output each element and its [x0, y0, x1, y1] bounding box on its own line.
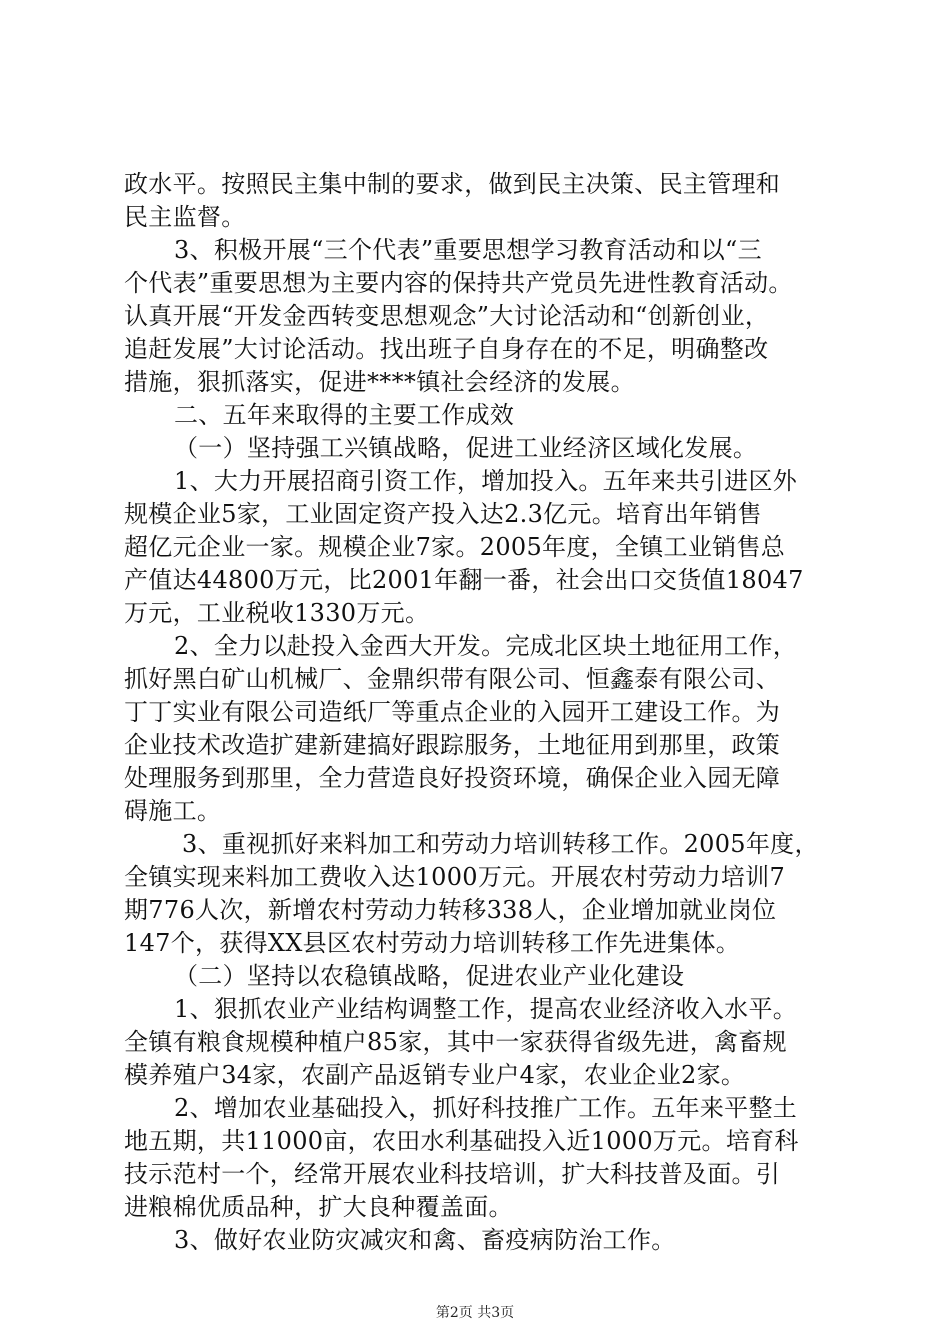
text-line: 期776人次，新增农村劳动力转移338人，企业增加就业岗位	[124, 896, 777, 924]
text-line: 追赶发展”大讨论活动。找出班子自身存在的不足，明确整改	[124, 335, 769, 363]
text-line: 政水平。按照民主集中制的要求，做到民主决策、民主管理和	[124, 170, 781, 198]
text-line: 超亿元企业一家。规模企业7家。2005年度，全镇工业销售总	[124, 533, 786, 561]
text-line: 3、做好农业防灾减灾和禽、畜疫病防治工作。	[174, 1226, 676, 1254]
page-footer: 第2页 共3页	[435, 1305, 515, 1321]
text-line: 模养殖户34家，农副产品返销专业户4家，农业企业2家。	[124, 1061, 746, 1089]
text-line: 产值达44800万元，比2001年翻一番，社会出口交货值18047	[124, 566, 804, 594]
text-line: 进粮棉优质品种，扩大良种覆盖面。	[124, 1193, 513, 1221]
text-line: 3、积极开展“三个代表”重要思想学习教育活动和以“三	[174, 236, 762, 264]
text-line: 丁丁实业有限公司造纸厂等重点企业的入园开工建设工作。为	[124, 698, 781, 726]
text-line: 1、大力开展招商引资工作，增加投入。五年来共引进区外	[174, 467, 798, 495]
text-line: 全镇有粮食规模种植户85家，其中一家获得省级先进，禽畜规	[124, 1028, 787, 1056]
text-line: 措施，狠抓落实，促进****镇社会经济的发展。	[124, 368, 635, 396]
text-line: 3、重视抓好来料加工和劳动力培训转移工作。2005年度，	[182, 830, 819, 858]
subsection-heading: （二）坚持以农稳镇战略，促进农业产业化建设	[174, 962, 685, 990]
text-line: 碍施工。	[124, 797, 222, 825]
text-line: 2、增加农业基础投入，抓好科技推广工作。五年来平整土	[174, 1094, 798, 1122]
text-line: 个代表”重要思想为主要内容的保持共产党员先进性教育活动。	[124, 269, 793, 297]
text-line: 抓好黑白矿山机械厂、金鼎织带有限公司、恒鑫泰有限公司、	[124, 665, 781, 693]
text-line: 企业技术改造扩建新建搞好跟踪服务，土地征用到那里，政策	[124, 731, 781, 759]
text-line: 处理服务到那里，全力营造良好投资环境，确保企业入园无障	[124, 764, 781, 792]
text-line: 规模企业5家，工业固定资产投入达2.3亿元。培育出年销售	[124, 500, 762, 528]
text-line: 万元，工业税收1330万元。	[124, 599, 430, 627]
text-line: 2、全力以赴投入金西大开发。完成北区块土地征用工作，	[174, 632, 798, 660]
subsection-heading: （一）坚持强工兴镇战略，促进工业经济区域化发展。	[174, 434, 758, 462]
text-line: 技示范村一个，经常开展农业科技培训，扩大科技普及面。引	[124, 1160, 781, 1188]
text-line: 全镇实现来料加工费收入达1000万元。开展农村劳动力培训7	[124, 863, 786, 891]
text-line: 147个，获得XX县区农村劳动力培训转移工作先进集体。	[124, 929, 741, 957]
text-line: 地五期，共11000亩，农田水利基础投入近1000万元。培育科	[124, 1127, 799, 1155]
section-heading: 二、五年来取得的主要工作成效	[174, 401, 515, 429]
text-line: 认真开展“开发金西转变思想观念”大讨论活动和“创新创业，	[124, 302, 770, 330]
text-line: 1、狠抓农业产业结构调整工作，提高农业经济收入水平。	[174, 995, 798, 1023]
text-line: 民主监督。	[124, 203, 246, 231]
body-text	[124, 168, 834, 1257]
